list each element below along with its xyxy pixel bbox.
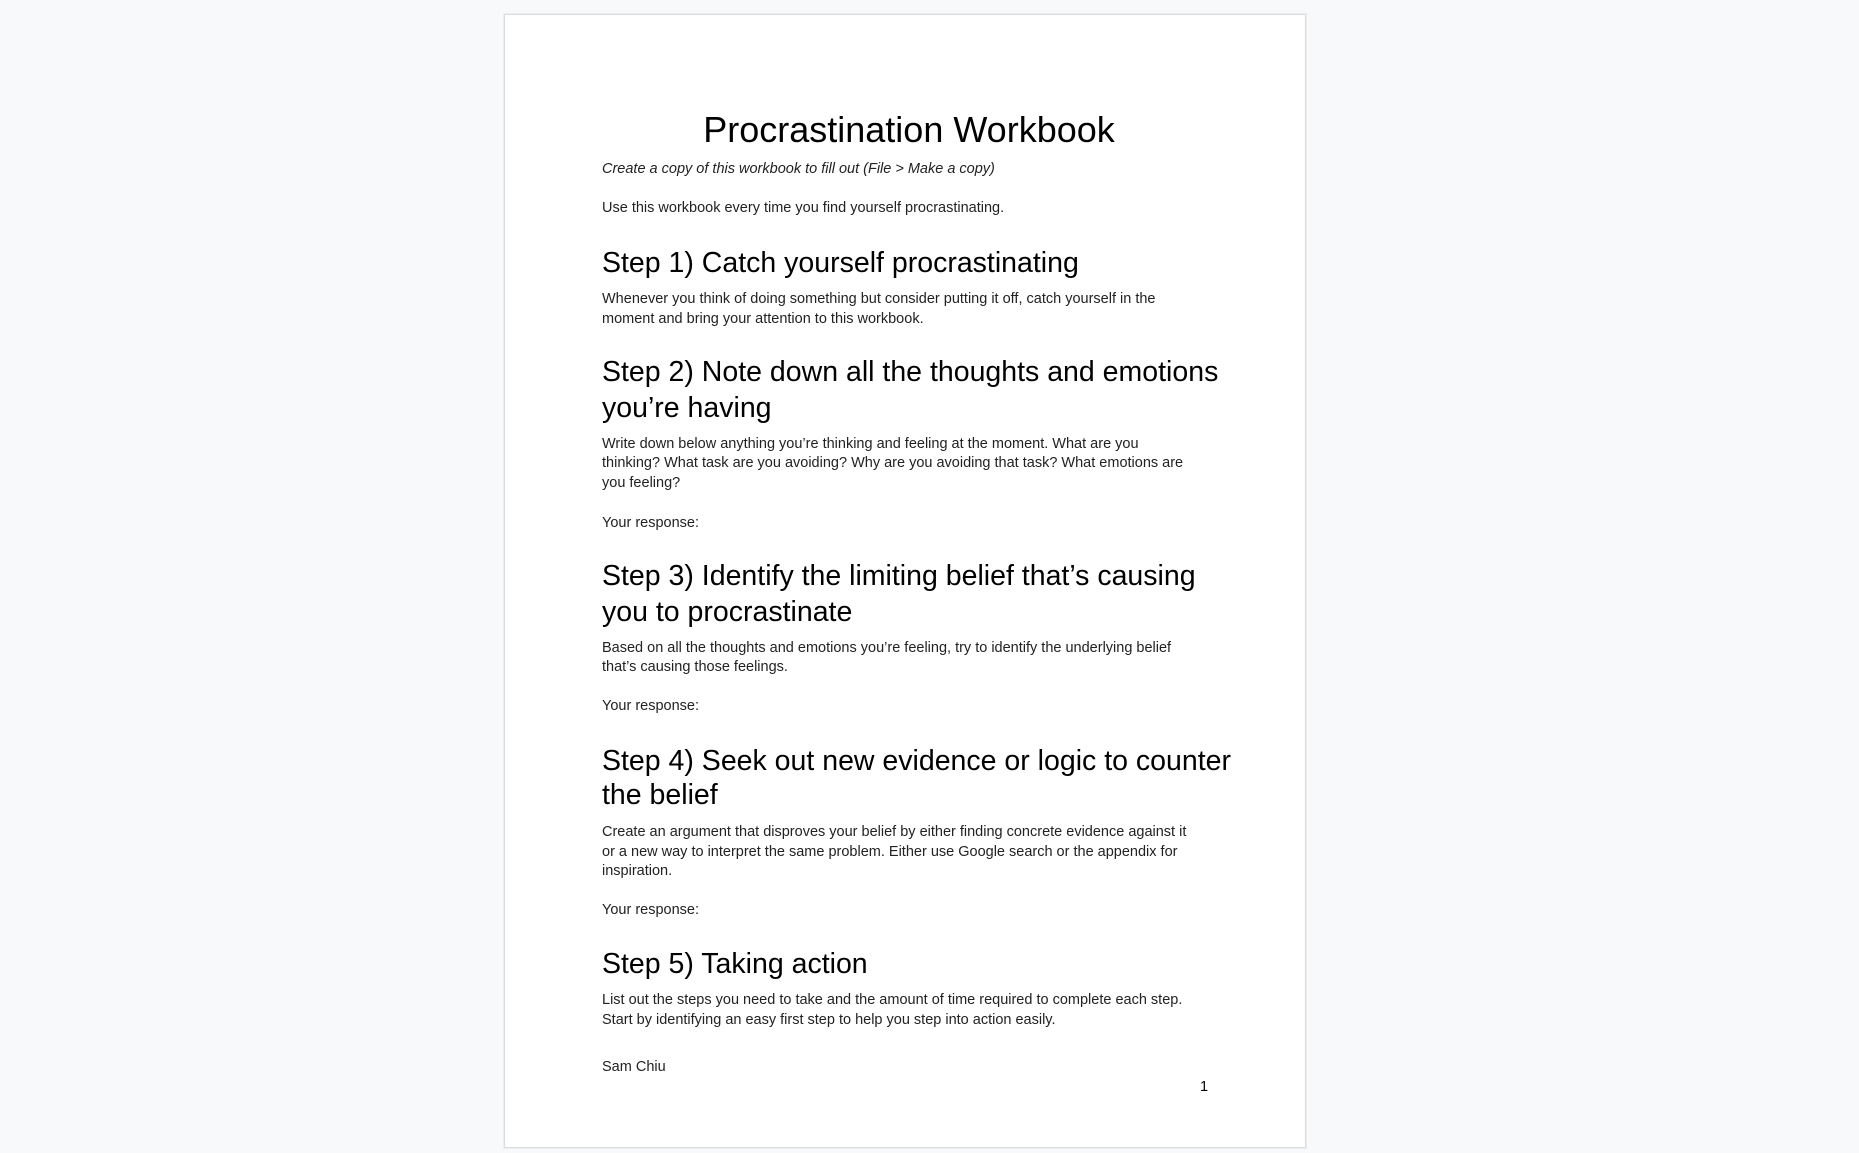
step-4-body-line: Create an argument that disproves your belief by either finding concrete evidence against it	[602, 824, 1187, 840]
footer-author: Sam Chiu	[602, 1059, 666, 1075]
step-4-body-line: or a new way to interpret the same problem. Either use Google search or the appendix for	[602, 844, 1178, 860]
step-2-response-label[interactable]: Your response:	[602, 515, 700, 531]
document-title: Procrastination Workbook	[703, 109, 1115, 150]
step-3-response-label[interactable]: Your response:	[602, 698, 700, 714]
step-3-body-line: that’s causing those feelings.	[602, 659, 788, 675]
step-4-heading: Step 4) Seek out new evidence or logic to counter	[602, 745, 1231, 777]
step-1-body-line: Whenever you think of doing something but consider putting it off, catch yourself in the	[602, 291, 1156, 307]
step-3-body-line: Based on all the thoughts and emotions you’re feeling, try to identify the underlying belief	[602, 640, 1172, 656]
step-2-heading: you’re having	[602, 392, 772, 424]
step-1-heading: Step 1) Catch yourself procrastinating	[602, 247, 1079, 279]
step-2-body-line: thinking? What task are you avoiding? Why are you avoiding that task? What emotions are	[602, 455, 1184, 471]
step-3-heading: Step 3) Identify the limiting belief that’s causing	[602, 560, 1196, 592]
document-page	[504, 14, 1306, 1148]
page-number: 1	[1200, 1079, 1209, 1095]
subtitle-instruction: Create a copy of this workbook to fill out (File > Make a copy)	[602, 161, 995, 177]
step-3-heading: you to procrastinate	[602, 596, 853, 628]
step-5-body-line: Start by identifying an easy first step to help you step into action easily.	[602, 1012, 1056, 1028]
step-5-body-line: List out the steps you need to take and the amount of time required to complete each step.	[602, 992, 1183, 1008]
step-4-response-label[interactable]: Your response:	[602, 902, 700, 918]
step-5-heading: Step 5) Taking action	[602, 948, 868, 980]
step-4-body-line: inspiration.	[602, 863, 673, 879]
step-2-heading: Step 2) Note down all the thoughts and emotions	[602, 356, 1219, 388]
step-1-body-line: moment and bring your attention to this workbook.	[602, 311, 924, 327]
step-4-heading: the belief	[602, 779, 718, 811]
step-2-body-line: you feeling?	[602, 475, 681, 491]
step-2-body-line: Write down below anything you’re thinking and feeling at the moment. What are you	[602, 436, 1139, 452]
intro-text: Use this workbook every time you find yourself procrastinating.	[602, 200, 1005, 216]
